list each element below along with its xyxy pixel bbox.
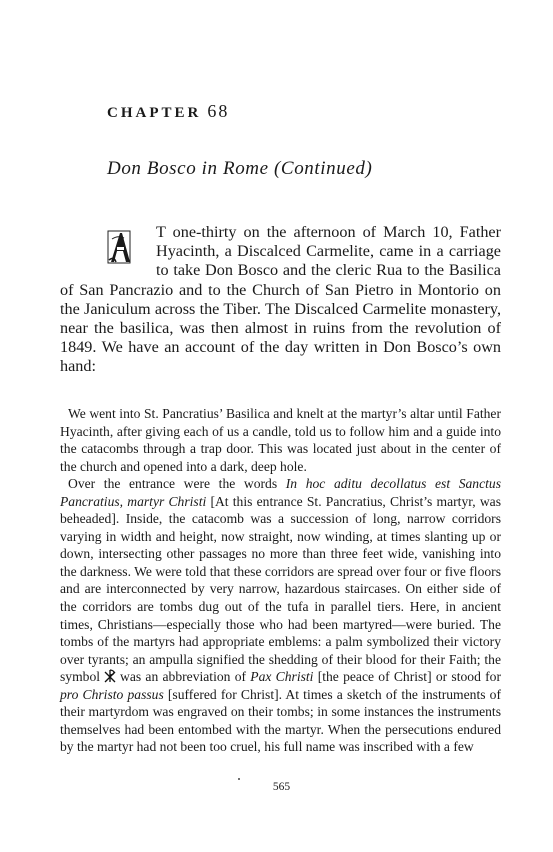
intro-paragraph <box>60 223 501 377</box>
drop-cap-letter-a-icon <box>106 229 154 265</box>
quote-text: [the peace of Christ] or stood for <box>313 669 501 685</box>
chapter-title: Don Bosco in Rome (Continued) <box>107 158 373 179</box>
drop-cap <box>106 229 154 265</box>
quote-text: Over the entrance were the words <box>68 476 286 492</box>
latin-phrase: pro Christo passus <box>60 686 164 702</box>
intro-text: T one-thirty on the afternoon of March 10, Father Hyacinth, a Discalced Carmelite, came in a carriage to take Don Bosco and the cleric Rua to the Basilica of San Pancrazio and to the Church of San Pietro in Montorio on the Janiculum across the Tiber. The Discalced Carmelite monastery, near the basilica, was then almost in ruins from the revolution of 1849. We have an account of the day written in Don Bosco’s own hand: <box>60 223 501 376</box>
chi-rho-icon <box>103 669 117 683</box>
latin-inscription: In hoc aditu decollatus est Sanctus Pancratius, martyr Christi <box>60 476 502 509</box>
chapter-heading <box>107 101 229 122</box>
chapter-label: CHAPTER <box>107 105 202 121</box>
print-speck <box>238 778 240 780</box>
quote-text: was an abbreviation of <box>120 669 251 685</box>
latin-phrase: Pax Christi <box>250 669 314 685</box>
quoted-account <box>60 405 501 756</box>
quote-text: [At this entrance St. Pancratius, Christ’s martyr, was beheaded]. Inside, the catacomb was a succession of long, narrow corridors varying in width and height, now straight, now winding, at times slanting up or down, intersecting other passages no more than three feet wide, vanishing into the darkness. We were told that these corridors are spread over four or five floors and are interconnected by very narrow, hazardous staircases. On either side of the corridors are tombs dug out of the tufa in parallel tiers. Here, in ancient times, Christians—especially those who had been martyred—were buried. The tombs of the martyrs had appropriate emblems: a palm symbolized their victory over tyrants; an ampulla signified the shedding of their blood for their Faith; the symbol <box>60 493 501 685</box>
quote-text: [suffered for Christ]. At times a sketch of the instruments of their martyrdom was engraved on their tombs; in some instances the instruments themselves had been entombed with the martyr. When the persecutions endured by the martyr had not been too cruel, his full name was inscribed with a few <box>60 686 502 755</box>
chapter-number: 68 <box>207 101 230 121</box>
quote-paragraph-2 <box>60 475 501 756</box>
quote-paragraph-1: We went into St. Pancratius’ Basilica and knelt at the martyr’s altar until Father Hyacinth, after giving each of us a candle, told us to follow him and a guide into the catacombs through a trap door. This was located just about in the center of the church and opened into a dark, deep hole. <box>60 406 501 474</box>
page-number: 565 <box>272 781 291 793</box>
